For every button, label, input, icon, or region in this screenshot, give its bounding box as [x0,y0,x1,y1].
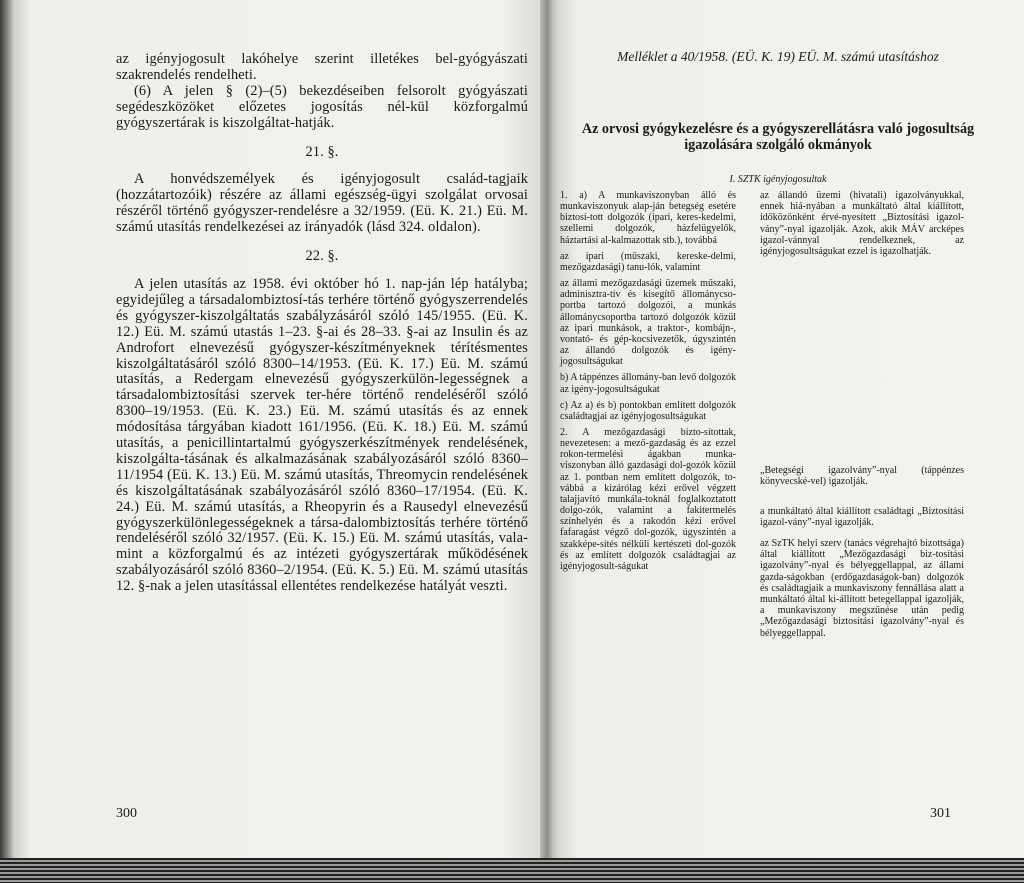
annex-header: Melléklet a 40/1958. (EÜ. K. 19) EÜ. M. számú utasításhoz [617,49,939,64]
list-item: 2. A mezőgazdasági bizto-sítottak, nevezetesen: a mező-gazdaság és az ezzel rokon-termelési ágakban munka-viszonyban álló gazdasági dol-gozók közül az 1. pontban nem említett dolgozók, to-vábbá a kizárólag kézi erővel végzett talajjavító munkála-toknál foglalkoztatott dolgo-zók, valamint a fakitermelés színhelyén és a rakodón kézi erővel fafaragást végző dol-gozók, úgyszintén a szakképe-sítés nélküli kertészeti dol-gozók és az említett dolgozók családtagjai az igényjogosult-ságukat [560,426,736,572]
left-paragraph: (6) A jelen § (2)–(5) bekezdéseiben felsorolt gyógyászati segédeszközöket előzetes jogosítás nél-kül közforgalmú gyógyszertárak is kiszolgáltat-hatják. [116,82,528,131]
list-item: 1. a) A munkaviszonyban álló és munkaviszonyuk alap-ján betegség esetére biztosí-tott dolgozók (ipari, keres-kedelmi, szellemi dolgozók, házfelügyelők, háztartási al-kalmazottak stb.), továbbá [560,190,736,246]
list-item: „Betegségi igazolvány”-nyal (táppénzes könyvecské-vel) igazolják. [760,465,964,488]
annex-title: Az orvosi gyógykezelésre és a gyógyszerellátásra való jogosultság igazolására szolgáló okmányok [581,121,975,153]
right-left-column [560,190,736,577]
right-right-column [760,190,964,639]
list-item: az állami mezőgazdasági üzemek műszaki, adminisztra-tív és kisegítő állománycso-portba tartozó dolgozói, a munkás állománycsoportba tartozó dolgozók közül az ipari munkások, a traktor-, kombájn-, vontató- és gép-kocsivezetők, úgyszintén az állandó dolgozók és igény-jogosultságukat [560,278,736,368]
left-paragraph: A jelen utasítás az 1958. évi október hó 1. nap-ján lép hatályba; egyidejűleg a társadalombiztosí-tás terhére történő gyógyszerrendelés és gyógyszer-kiszolgáltatás szabályzásáról szóló 145/1955. (Eü. K. 12.) Eü. M. számú utastás 1–23. §-ai és 28–33. §-ai az Insulin és az Androfort elnevezésű gyógyszer-készítményeknek térítésmentes kiszolgáltatásáról szóló 8300–14/1953. (Eü. K. 17.) Eü. M. számú utasítás, a Redergam elnevezésű gyógyszerkülön-legességnek a társadalombiztosítási szervek ter-hére történő rendeléséről szóló 8300–19/1953. (Eü. K. 23.) Eü. M. számú utasítás és az ennek módosítása tárgyában kiadott 161/1956. (Eü. K. 18.) Eü. M. számú utasítás, a penicillintartalmú gyógyszerkészítmények rendelésének, kiszolgálta-tásának és alkalmazásának szabályozásáról szóló 8360–11/1954 (Eü. K. 13.) Eü. M. számú utasítás, Threomycin rendelésének és kiszolgáltatásának szabályozásáról szóló 8360–17/1954. (Eü. K. 24.) Eü. M. számú utasítás, a Rheopyrin és a Rausedyl elnevezésű gyógyszerkülönlegességeknek a társa-dalombiztosítás terhére történő rendeléséről szóló 32/1957. (Eü. K. 15.) Eü. M. számú utasítás, vala-mint a közforgalmú és az intézeti gyógyszertárak működésének szabályozásáról szóló 8360–2/1954. (Eü. K. 5.) Eü. M. számú utasítás 12. §-nak a jelen utasítással ellentétes rendelkezése hatályát veszti. [116,275,528,595]
list-item: b) A táppénzes állomány-ban levő dolgozók az igény-jogosultságukat [560,372,736,395]
list-item: az SzTK helyi szerv (tanács végrehajtó bizottsága) által kiállított „Mezőgazdasági biz-tosítási igazolvány”-nyal és bélyeggellappal, az állami gazda-ságokban (erdőgazdaságok-ban) dolgozók és családtagjaik a munkaviszony fennállása alatt a munkáltató által ki-állított betegellappal igazolják, a munkaviszony megszűnése után pedig „Mezőgazdasági biztosítási igazolvány”-nyal és bélyeggellappal. [760,538,964,639]
left-page-number: 300 [116,806,137,821]
scan-edge [0,858,1024,883]
book-gutter [540,0,554,860]
section-heading-22: 22. §. [305,248,339,265]
list-item: az ipari (műszaki, kereske-delmi, mezőgazdasági) tanu-lók, valamint [560,250,736,273]
section-heading-21: 21. §. [305,143,339,160]
list-item: a munkáltató által kiállított családtagi „Biztosítási igazol-vány”-nyal igazolják. [760,505,964,528]
annex-subtitle: I. SZTK igényjogosultak [729,174,827,185]
left-paragraph: az igényjogosult lakóhelye szerint illetékes bel-gyógyászati szakrendelés rendelheti. [116,51,528,83]
left-paragraph: A honvédszemélyek és igényjogosult család-tagjaik (hozzátartozóik) részére az állami egészség-ügyi szolgálat orvosai részéről történő gyógyszer-rendelésre a 32/1959. (Eü. K. 21.) Eü. M. számú utasítás rendelkezései az irányadók (lásd 324. oldalon). [116,171,528,236]
left-page-text [116,52,528,595]
right-page-number: 301 [930,806,951,821]
list-item: az állandó üzemi (hivatali) igazolványukkal, ennek hiá-nyában a munkáltató által kiállított, időközönként érvé-nyesített „Biztosítási igazol-vány”-nyal igazolják. Azok, akik MÁV arcképes igazol-vánnyal rendelkeznek, az igényjogosultságukat ezzel is igazolhatják. [760,190,964,258]
list-item: c) Az a) és b) pontokban említett dolgozók családtagjai az igényjogosultságukat [560,399,736,422]
